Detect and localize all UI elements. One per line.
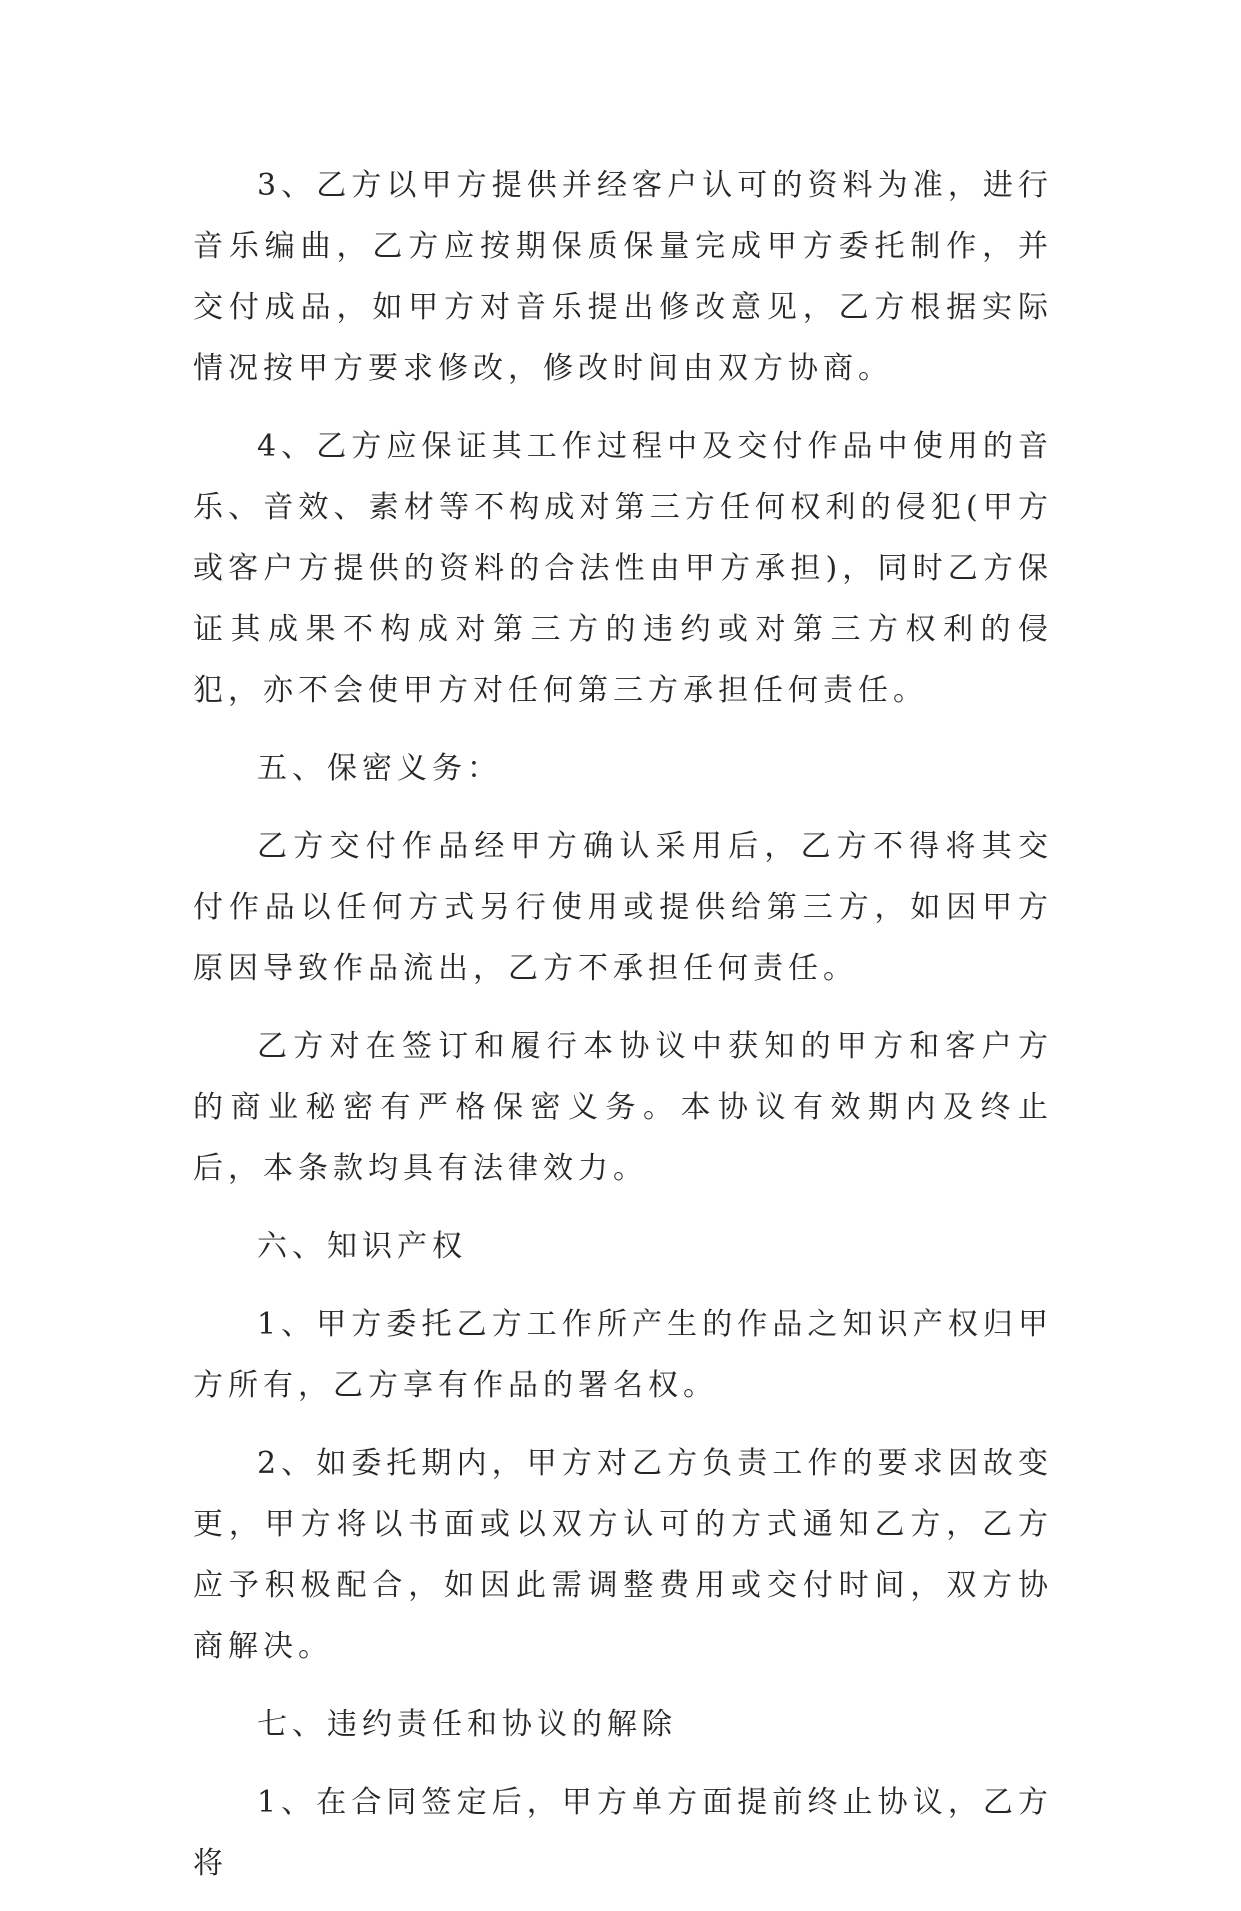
clause-3-paragraph: 3、乙方以甲方提供并经客户认可的资料为准，进行音乐编曲，乙方应按期保质保量完成甲方委托制作，并交付成品，如甲方对音乐提出修改意见，乙方根据实际情况按甲方要求修改，修改时间由双方协商。 <box>193 168 1053 386</box>
section-breach-heading: 七、违约责任和协议的解除 <box>257 1707 677 1742</box>
confidentiality-paragraph-1: 乙方交付作品经甲方确认采用后，乙方不得将其交付作品以任何方式另行使用或提供给第三方，如因甲方原因导致作品流出，乙方不承担任何责任。 <box>193 829 1053 986</box>
ip-clause-1-paragraph: 1、甲方委托乙方工作所产生的作品之知识产权归甲方所有，乙方享有作品的署名权。 <box>193 1307 1053 1403</box>
ip-clause-2-paragraph: 2、如委托期内，甲方对乙方负责工作的要求因故变更，甲方将以书面或以双方认可的方式通知乙方，乙方应予积极配合，如因此需调整费用或交付时间，双方协商解决。 <box>193 1446 1053 1664</box>
breach-clause-1-paragraph: 1、在合同签定后，甲方单方面提前终止协议，乙方将 <box>193 1785 1053 1881</box>
section-ip-heading: 六、知识产权 <box>257 1229 467 1264</box>
confidentiality-paragraph-2: 乙方对在签订和履行本协议中获知的甲方和客户方的商业秘密有严格保密义务。本协议有效期内及终止后，本条款均具有法律效力。 <box>193 1029 1053 1186</box>
section-confidentiality-heading: 五、保密义务： <box>257 751 502 786</box>
document-body <box>193 155 1053 1911</box>
clause-4-paragraph: 4、乙方应保证其工作过程中及交付作品中使用的音乐、音效、素材等不构成对第三方任何权利的侵犯(甲方或客户方提供的资料的合法性由甲方承担)，同时乙方保证其成果不构成对第三方的违约或对第三方权利的侵犯，亦不会使甲方对任何第三方承担任何责任。 <box>193 429 1053 708</box>
